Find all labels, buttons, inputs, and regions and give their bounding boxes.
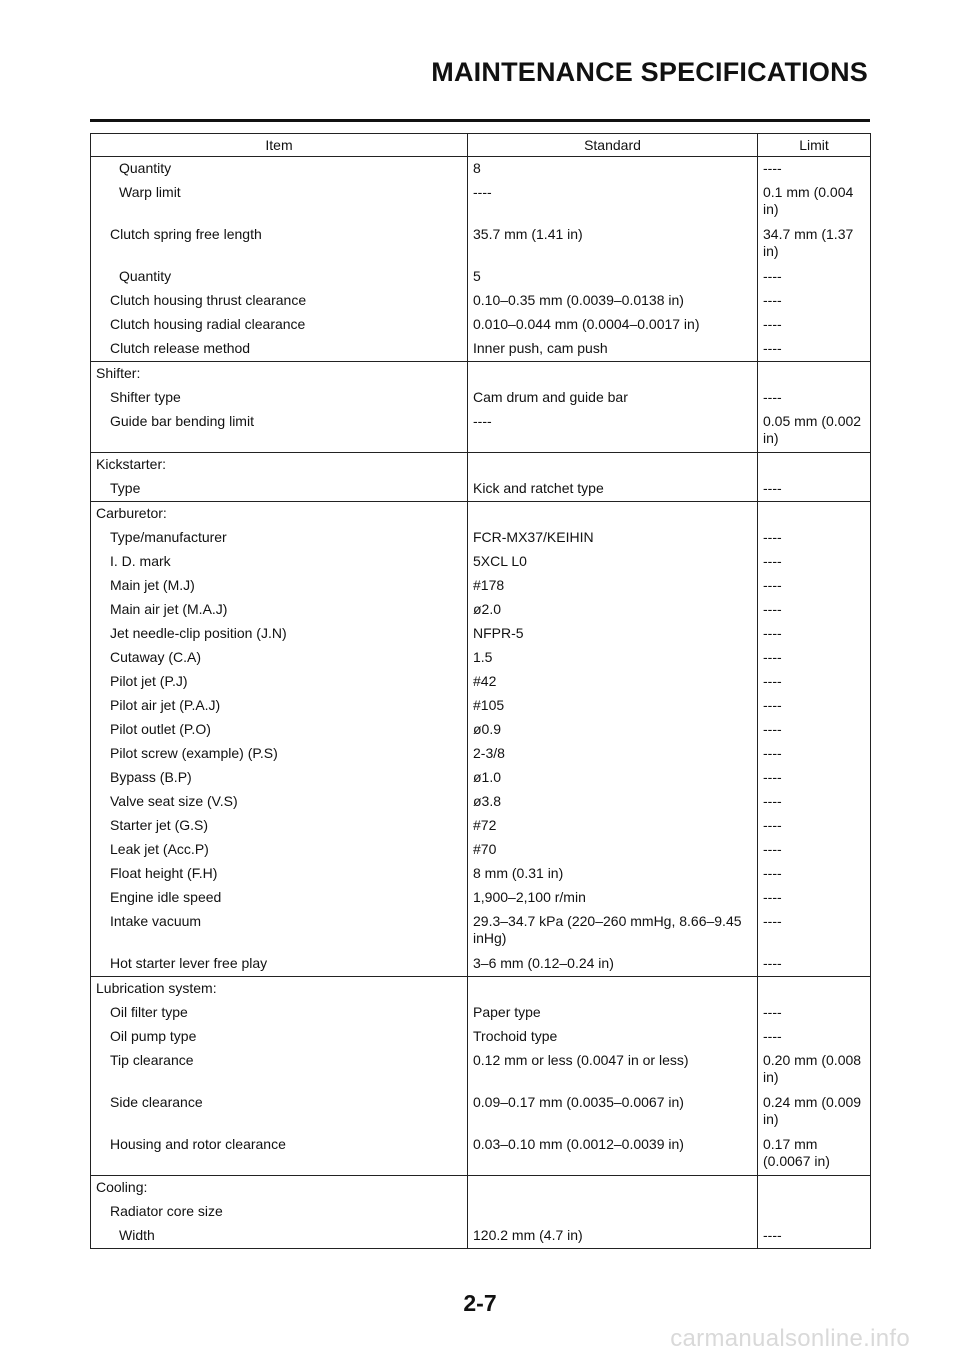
item-cell: Clutch spring free length	[91, 223, 468, 265]
table-row	[91, 289, 871, 313]
item-cell: Oil pump type	[91, 1025, 468, 1049]
limit-cell: ----	[758, 952, 871, 977]
table-row	[91, 790, 871, 814]
standard-cell: 29.3–34.7 kPa (220–260 mmHg, 8.66–9.45 inHg)	[468, 910, 758, 952]
table-row	[91, 1133, 871, 1176]
table-row	[91, 337, 871, 362]
table-row	[91, 838, 871, 862]
limit-cell: ----	[758, 838, 871, 862]
item-cell: Cutaway (C.A)	[91, 646, 468, 670]
item-cell: Oil filter type	[91, 1001, 468, 1025]
standard-cell: #178	[468, 574, 758, 598]
item-cell: Width	[91, 1224, 468, 1249]
item-cell: Side clearance	[91, 1091, 468, 1133]
limit-cell	[758, 1200, 871, 1224]
table-row	[91, 886, 871, 910]
standard-cell: Trochoid type	[468, 1025, 758, 1049]
item-cell: Float height (F.H)	[91, 862, 468, 886]
standard-cell: 5XCL L0	[468, 550, 758, 574]
section-heading: Lubrication system:	[91, 977, 468, 1002]
limit-cell: ----	[758, 477, 871, 502]
standard-cell: 5	[468, 265, 758, 289]
table-row	[91, 526, 871, 550]
item-cell: Hot starter lever free play	[91, 952, 468, 977]
standard-cell: 0.010–0.044 mm (0.0004–0.0017 in)	[468, 313, 758, 337]
spec-table	[90, 133, 871, 1249]
table-row	[91, 550, 871, 574]
standard-cell: ø3.8	[468, 790, 758, 814]
section-row-carburetor	[91, 502, 871, 527]
limit-cell: ----	[758, 718, 871, 742]
table-row	[91, 1025, 871, 1049]
standard-cell: 120.2 mm (4.7 in)	[468, 1224, 758, 1249]
item-cell: Clutch housing radial clearance	[91, 313, 468, 337]
limit-cell: ----	[758, 598, 871, 622]
page-title: MAINTENANCE SPECIFICATIONS	[431, 57, 868, 87]
table-row	[91, 766, 871, 790]
table-row	[91, 410, 871, 453]
limit-cell: 0.20 mm (0.008 in)	[758, 1049, 871, 1091]
item-cell: Type	[91, 477, 468, 502]
item-cell: Quantity	[91, 157, 468, 182]
standard-cell: ø2.0	[468, 598, 758, 622]
section-row-shifter	[91, 362, 871, 387]
standard-cell: Cam drum and guide bar	[468, 386, 758, 410]
table-header-row	[91, 134, 871, 157]
table-row	[91, 694, 871, 718]
watermark: carmanualsonline.info	[670, 1325, 910, 1352]
table-row	[91, 1001, 871, 1025]
table-row	[91, 814, 871, 838]
standard-cell: FCR-MX37/KEIHIN	[468, 526, 758, 550]
limit-cell: ----	[758, 766, 871, 790]
limit-cell: ----	[758, 790, 871, 814]
limit-cell: ----	[758, 1025, 871, 1049]
table-row	[91, 1224, 871, 1249]
item-cell: Leak jet (Acc.P)	[91, 838, 468, 862]
standard-cell	[468, 502, 758, 527]
standard-cell: ø0.9	[468, 718, 758, 742]
standard-cell: Inner push, cam push	[468, 337, 758, 362]
standard-cell	[468, 1200, 758, 1224]
limit-cell	[758, 453, 871, 478]
table-row	[91, 862, 871, 886]
table-row	[91, 598, 871, 622]
limit-cell: ----	[758, 862, 871, 886]
item-cell: Pilot air jet (P.A.J)	[91, 694, 468, 718]
table-row	[91, 1200, 871, 1224]
item-cell: Pilot screw (example) (P.S)	[91, 742, 468, 766]
item-cell: Pilot jet (P.J)	[91, 670, 468, 694]
item-cell: Guide bar bending limit	[91, 410, 468, 453]
standard-cell: 2-3/8	[468, 742, 758, 766]
item-cell: Main air jet (M.A.J)	[91, 598, 468, 622]
item-cell: Type/manufacturer	[91, 526, 468, 550]
table-row	[91, 952, 871, 977]
standard-cell: NFPR-5	[468, 622, 758, 646]
section-heading: Cooling:	[91, 1176, 468, 1201]
standard-cell: ø1.0	[468, 766, 758, 790]
limit-cell: ----	[758, 742, 871, 766]
table-row	[91, 223, 871, 265]
limit-cell: ----	[758, 886, 871, 910]
limit-cell: ----	[758, 1001, 871, 1025]
standard-cell: 1.5	[468, 646, 758, 670]
limit-cell	[758, 362, 871, 387]
table-row	[91, 622, 871, 646]
limit-cell: ----	[758, 337, 871, 362]
limit-cell: 0.1 mm (0.004 in)	[758, 181, 871, 223]
limit-cell: ----	[758, 157, 871, 182]
section-heading: Shifter:	[91, 362, 468, 387]
limit-cell: ----	[758, 1224, 871, 1249]
standard-cell: 0.10–0.35 mm (0.0039–0.0138 in)	[468, 289, 758, 313]
table-row	[91, 742, 871, 766]
limit-cell: 0.24 mm (0.009 in)	[758, 1091, 871, 1133]
limit-cell: ----	[758, 265, 871, 289]
table-row	[91, 670, 871, 694]
standard-cell: 8	[468, 157, 758, 182]
limit-cell	[758, 977, 871, 1002]
limit-cell: 0.05 mm (0.002 in)	[758, 410, 871, 453]
section-heading: Kickstarter:	[91, 453, 468, 478]
section-heading: Carburetor:	[91, 502, 468, 527]
standard-cell	[468, 977, 758, 1002]
standard-cell: 0.09–0.17 mm (0.0035–0.0067 in)	[468, 1091, 758, 1133]
item-cell: Intake vacuum	[91, 910, 468, 952]
limit-cell: ----	[758, 814, 871, 838]
limit-cell: ----	[758, 386, 871, 410]
table-row	[91, 265, 871, 289]
standard-cell: 8 mm (0.31 in)	[468, 862, 758, 886]
limit-cell: ----	[758, 670, 871, 694]
limit-cell: ----	[758, 910, 871, 952]
limit-cell	[758, 1176, 871, 1201]
standard-cell: 1,900–2,100 r/min	[468, 886, 758, 910]
item-cell: Shifter type	[91, 386, 468, 410]
standard-cell: #105	[468, 694, 758, 718]
table-row	[91, 477, 871, 502]
table-row	[91, 646, 871, 670]
table-row	[91, 1091, 871, 1133]
limit-cell: ----	[758, 550, 871, 574]
standard-cell: Paper type	[468, 1001, 758, 1025]
standard-cell	[468, 453, 758, 478]
standard-cell: 35.7 mm (1.41 in)	[468, 223, 758, 265]
table-row	[91, 574, 871, 598]
item-cell: Main jet (M.J)	[91, 574, 468, 598]
section-row-kickstarter	[91, 453, 871, 478]
item-cell: Tip clearance	[91, 1049, 468, 1091]
standard-cell: 3–6 mm (0.12–0.24 in)	[468, 952, 758, 977]
table-row	[91, 313, 871, 337]
item-cell: Jet needle-clip position (J.N)	[91, 622, 468, 646]
limit-cell: ----	[758, 622, 871, 646]
limit-cell: ----	[758, 289, 871, 313]
item-cell: Bypass (B.P)	[91, 766, 468, 790]
column-header-item: Item	[91, 134, 468, 157]
standard-cell: #42	[468, 670, 758, 694]
standard-cell	[468, 362, 758, 387]
limit-cell	[758, 502, 871, 527]
standard-cell: 0.12 mm or less (0.0047 in or less)	[468, 1049, 758, 1091]
item-cell: Clutch housing thrust clearance	[91, 289, 468, 313]
item-cell: Starter jet (G.S)	[91, 814, 468, 838]
standard-cell	[468, 1176, 758, 1201]
limit-cell: ----	[758, 313, 871, 337]
section-row-lubrication	[91, 977, 871, 1002]
table-row	[91, 910, 871, 952]
item-cell: Quantity	[91, 265, 468, 289]
item-cell: Clutch release method	[91, 337, 468, 362]
item-cell: Pilot outlet (P.O)	[91, 718, 468, 742]
item-cell: I. D. mark	[91, 550, 468, 574]
limit-cell: 34.7 mm (1.37 in)	[758, 223, 871, 265]
table-row	[91, 1049, 871, 1091]
table-row	[91, 386, 871, 410]
item-cell: Engine idle speed	[91, 886, 468, 910]
column-header-standard: Standard	[468, 134, 758, 157]
limit-cell: ----	[758, 574, 871, 598]
table-row	[91, 181, 871, 223]
page-number: 2-7	[463, 1290, 497, 1316]
limit-cell: 0.17 mm (0.0067 in)	[758, 1133, 871, 1176]
standard-cell: 0.03–0.10 mm (0.0012–0.0039 in)	[468, 1133, 758, 1176]
section-row-cooling	[91, 1176, 871, 1201]
column-header-limit: Limit	[758, 134, 871, 157]
item-cell: Warp limit	[91, 181, 468, 223]
table-row	[91, 718, 871, 742]
standard-cell: #70	[468, 838, 758, 862]
title-rule	[90, 119, 870, 122]
limit-cell: ----	[758, 646, 871, 670]
standard-cell: ----	[468, 410, 758, 453]
limit-cell: ----	[758, 694, 871, 718]
standard-cell: ----	[468, 181, 758, 223]
item-cell: Housing and rotor clearance	[91, 1133, 468, 1176]
table-row	[91, 157, 871, 182]
item-cell: Valve seat size (V.S)	[91, 790, 468, 814]
limit-cell: ----	[758, 526, 871, 550]
standard-cell: #72	[468, 814, 758, 838]
standard-cell: Kick and ratchet type	[468, 477, 758, 502]
item-cell: Radiator core size	[91, 1200, 468, 1224]
